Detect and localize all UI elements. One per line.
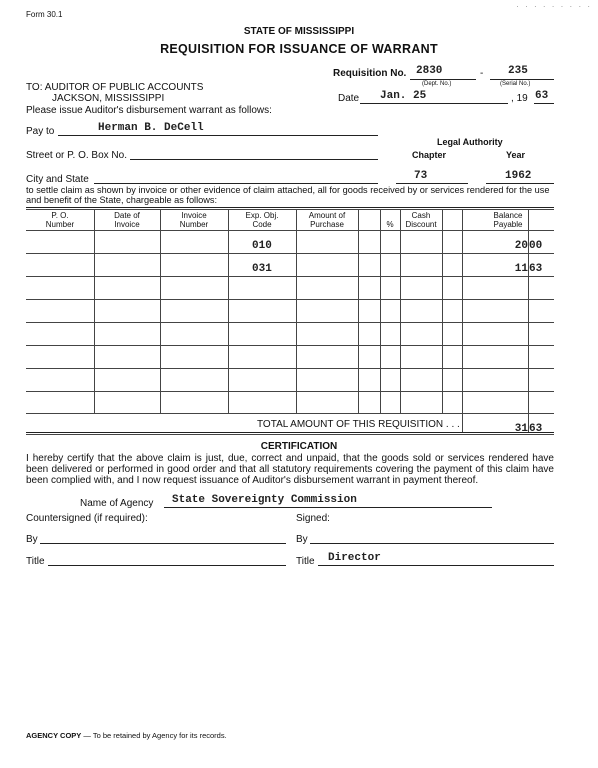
form-title: REQUISITION FOR ISSUANCE OF WARRANT (160, 42, 438, 56)
requisition-dash: - (480, 68, 484, 79)
title-line-right (318, 565, 554, 566)
exp-code-cell[interactable]: 010 (252, 240, 272, 252)
year-prefix: , 19 (511, 93, 528, 104)
by-label-right: By (296, 534, 308, 545)
legal-authority-heading: Legal Authority (437, 137, 503, 147)
title-line-left[interactable] (48, 565, 286, 566)
by-label-left: By (26, 534, 38, 545)
balance-cents-cell[interactable]: 63 (529, 263, 543, 275)
col-header-po: P. O. Number (45, 211, 75, 229)
form-number: Form 30.1 (26, 10, 63, 19)
col-header-amount: Amount of Purchase (308, 211, 346, 229)
date-label: Date (338, 93, 360, 104)
col-header-percent: % (386, 220, 394, 229)
state-heading: STATE OF MISSISSIPPI (243, 26, 355, 37)
instruction-text: Please issue Auditor's disbursement warrant as follows: (26, 105, 272, 116)
exp-code-cell[interactable]: 031 (252, 263, 272, 275)
col-header-date: Date of Invoice (114, 211, 140, 229)
total-cents[interactable]: 63 (529, 423, 543, 435)
pay-to-value[interactable]: Herman B. DeCell (98, 122, 204, 134)
settle-text: to settle claim as shown by invoice or other evidence of claim attached, all for goods received by or services rendered for the use and benefit of the State, chargeable as follows: (26, 185, 550, 205)
by-line-left[interactable] (40, 543, 286, 544)
agency-copy-label: AGENCY COPY (26, 731, 82, 740)
date-line (360, 103, 508, 104)
col-header-balance: Balance Payable (493, 211, 523, 229)
dept-no-caption: (Dept. No.) (422, 81, 452, 87)
year-line (534, 103, 554, 104)
agency-label: Name of Agency (80, 498, 154, 509)
signed-label: Signed: (296, 513, 330, 524)
date-value[interactable]: Jan. 25 (380, 90, 427, 102)
dept-no-line (410, 79, 476, 80)
title-label-right: Title (296, 556, 315, 567)
balance-cents-cell[interactable]: 00 (529, 240, 543, 252)
serial-no-caption: (Serial No.) (500, 81, 531, 87)
balance-dollars-cell[interactable]: 20 (514, 240, 528, 252)
certification-heading: CERTIFICATION (260, 441, 338, 452)
serial-no-value[interactable]: 235 (508, 65, 528, 77)
title-value[interactable]: Director (328, 552, 381, 564)
agency-value[interactable]: State Sovereignty Commission (172, 494, 357, 506)
balance-dollars-cell[interactable]: 11 (514, 263, 528, 275)
pay-to-label: Pay to (26, 126, 55, 137)
chapter-label: Chapter (412, 150, 447, 160)
to-line-1: TO: AUDITOR OF PUBLIC ACCOUNTS (26, 82, 204, 93)
certification-text: I hereby certify that the above claim is just, due, correct and unpaid, that the goods sold or services rendered have been delivered or performed in good order and that all statutory requirements covering the payment of this claim have been complied with, and I now request issuance of Auditor's disbursement warrant in payment thereof. (26, 453, 554, 486)
year-value-line (486, 183, 554, 184)
year-suffix[interactable]: 63 (535, 90, 549, 102)
col-header-invoice: Invoice Number (179, 211, 209, 229)
total-dollars[interactable]: 31 (514, 423, 528, 435)
footer (26, 731, 227, 740)
col-header-cash-discount: Cash Discount (405, 211, 437, 229)
year-col-label: Year (506, 150, 526, 160)
pay-to-line (58, 135, 378, 136)
street-label: Street or P. O. Box No. (26, 150, 127, 161)
to-line-2: JACKSON, MISSISSIPPI (52, 93, 165, 104)
city-state-line (94, 183, 378, 184)
countersigned-label: Countersigned (if required): (26, 513, 148, 524)
year-value[interactable]: 1962 (505, 170, 532, 182)
corner-dots: · · · · · · · · · (516, 2, 592, 11)
title-label-left: Title (26, 556, 45, 567)
total-label: TOTAL AMOUNT OF THIS REQUISITION . . . (257, 419, 460, 430)
by-line-right[interactable] (310, 543, 554, 544)
agency-line (164, 507, 492, 508)
street-line (130, 159, 378, 160)
chapter-line (396, 183, 468, 184)
chapter-value[interactable]: 73 (414, 170, 428, 182)
agency-copy-note: — To be retained by Agency for its records. (83, 731, 227, 740)
col-header-exp-code: Exp. Obj. Code (245, 211, 279, 229)
city-state-label: City and State (26, 174, 89, 185)
requisition-label: Requisition No. (333, 68, 407, 79)
dept-no-value[interactable]: 2830 (416, 65, 443, 77)
serial-no-line (490, 79, 554, 80)
